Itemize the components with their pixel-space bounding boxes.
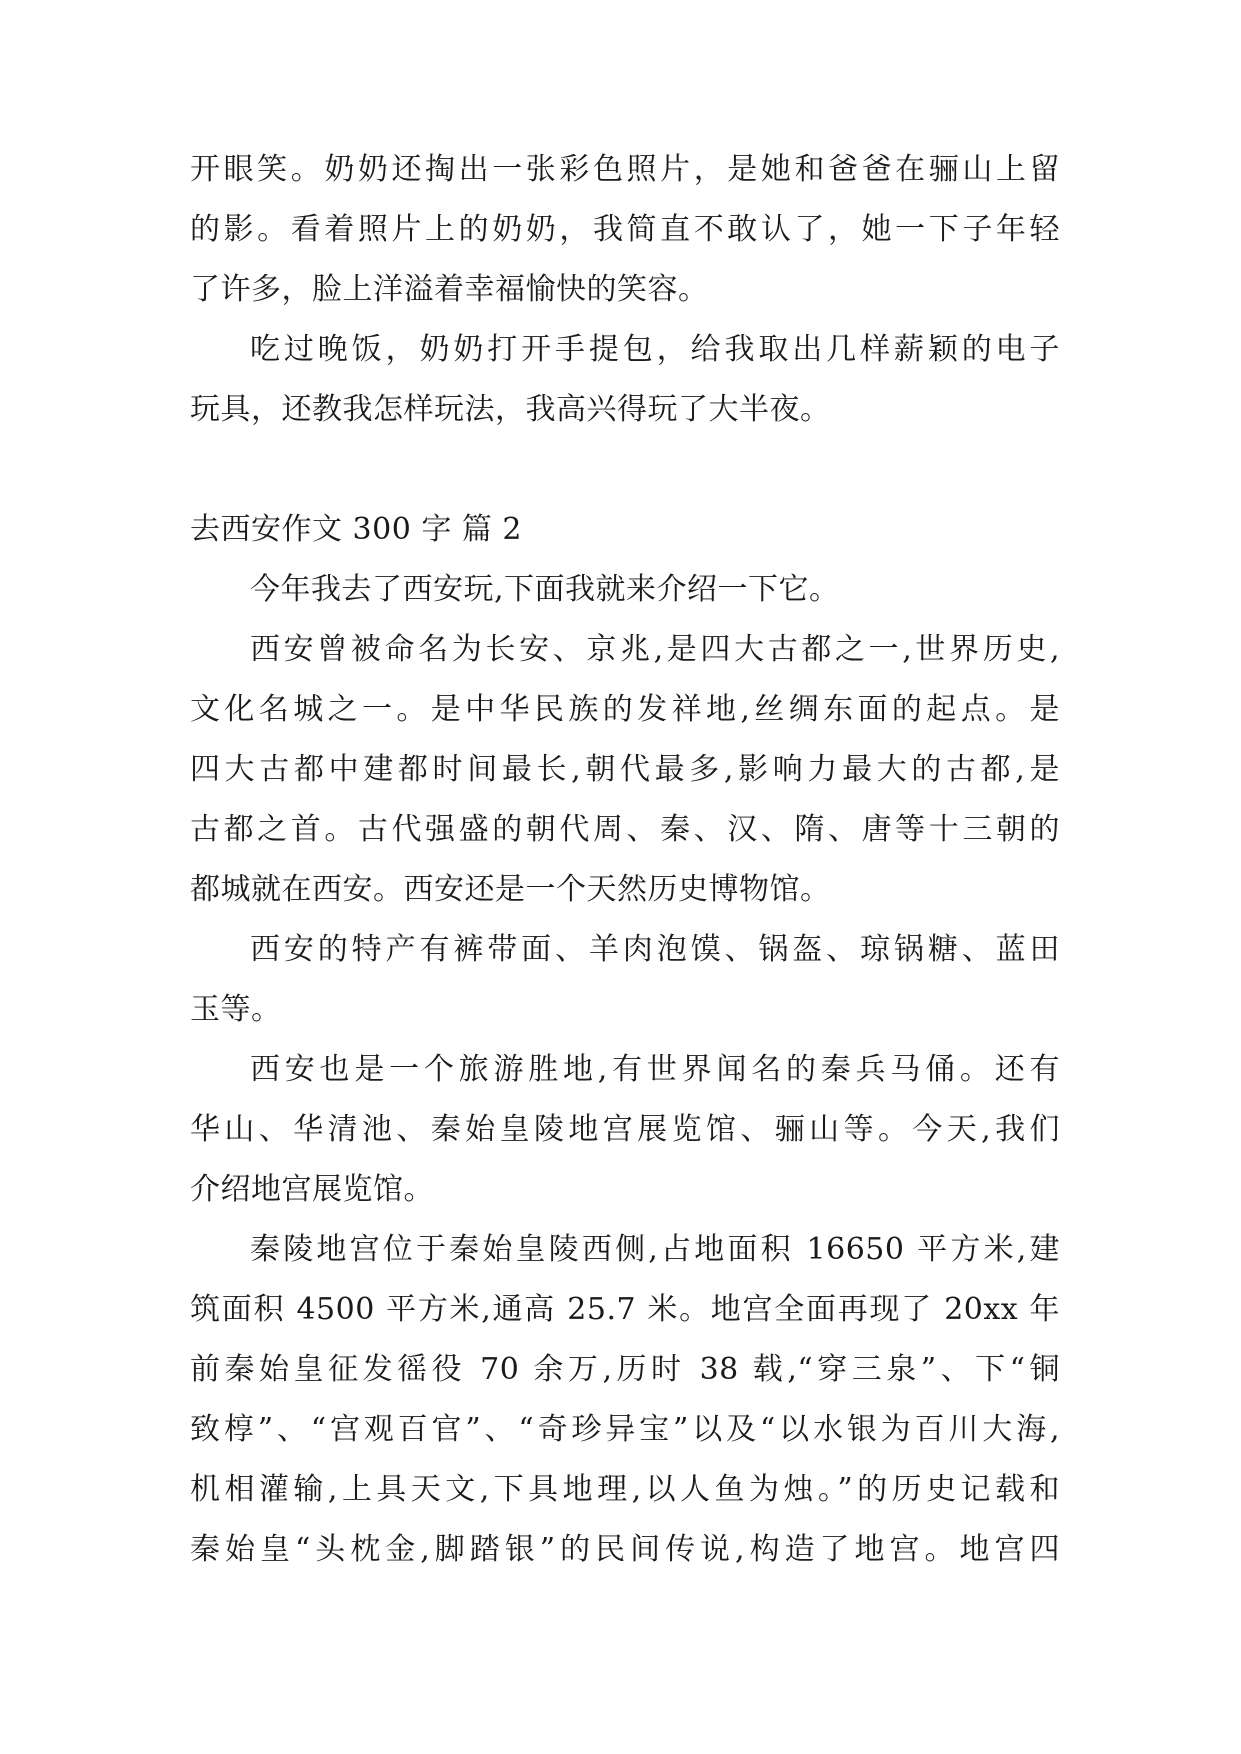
paragraph-line: 今年我去了西安玩,下面我就来介绍一下它。 xyxy=(250,572,840,607)
paragraph-line: 机相灌输,上具天文,下具地理,以人鱼为烛。”的历史记载和 xyxy=(190,1472,1060,1507)
paragraph-line: 开眼笑。奶奶还掏出一张彩色照片，是她和爸爸在骊山上留 xyxy=(190,152,1060,187)
paragraph-line: 西安曾被命名为长安、京兆,是四大古都之一,世界历史, xyxy=(250,632,1060,667)
paragraph-line: 筑面积 4500 平方米,通高 25.7 米。地宫全面再现了 20xx 年 xyxy=(190,1292,1060,1327)
paragraph-line: 秦始皇“头枕金,脚踏银”的民间传说,构造了地宫。地宫四 xyxy=(190,1532,1060,1567)
paragraph-line: 玩具，还教我怎样玩法，我高兴得玩了大半夜。 xyxy=(190,392,831,427)
paragraph-line: 致椁”、“宫观百官”、“奇珍异宝”以及“以水银为百川大海, xyxy=(190,1412,1060,1447)
section-title: 去西安作文 300 字 篇 2 xyxy=(190,512,522,547)
paragraph-line: 古都之首。古代强盛的朝代周、秦、汉、隋、唐等十三朝的 xyxy=(190,812,1060,847)
paragraph-line: 四大古都中建都时间最长,朝代最多,影响力最大的古都,是 xyxy=(190,752,1060,787)
paragraph-line: 介绍地宫展览馆。 xyxy=(190,1172,434,1207)
paragraph-line: 秦陵地宫位于秦始皇陵西侧,占地面积 16650 平方米,建 xyxy=(250,1232,1060,1267)
paragraph-line: 文化名城之一。是中华民族的发祥地,丝绸东面的起点。是 xyxy=(190,692,1060,727)
paragraph-line: 了许多，脸上洋溢着幸福愉快的笑容。 xyxy=(190,272,709,307)
paragraph-line: 西安的特产有裤带面、羊肉泡馍、锅盔、琼锅糖、蓝田 xyxy=(250,932,1060,967)
paragraph-line: 前秦始皇征发徭役 70 余万,历时 38 载,“穿三泉”、下“铜 xyxy=(190,1352,1060,1387)
paragraph-line: 都城就在西安。西安还是一个天然历史博物馆。 xyxy=(190,872,831,907)
paragraph-line: 华山、华清池、秦始皇陵地宫展览馆、骊山等。今天,我们 xyxy=(190,1112,1060,1147)
paragraph-line: 玉等。 xyxy=(190,992,282,1027)
paragraph-line: 西安也是一个旅游胜地,有世界闻名的秦兵马俑。还有 xyxy=(250,1052,1060,1087)
paragraph-line: 吃过晚饭，奶奶打开手提包，给我取出几样薪颖的电子 xyxy=(250,332,1060,367)
paragraph-line: 的影。看着照片上的奶奶，我简直不敢认了，她一下子年轻 xyxy=(190,212,1060,247)
